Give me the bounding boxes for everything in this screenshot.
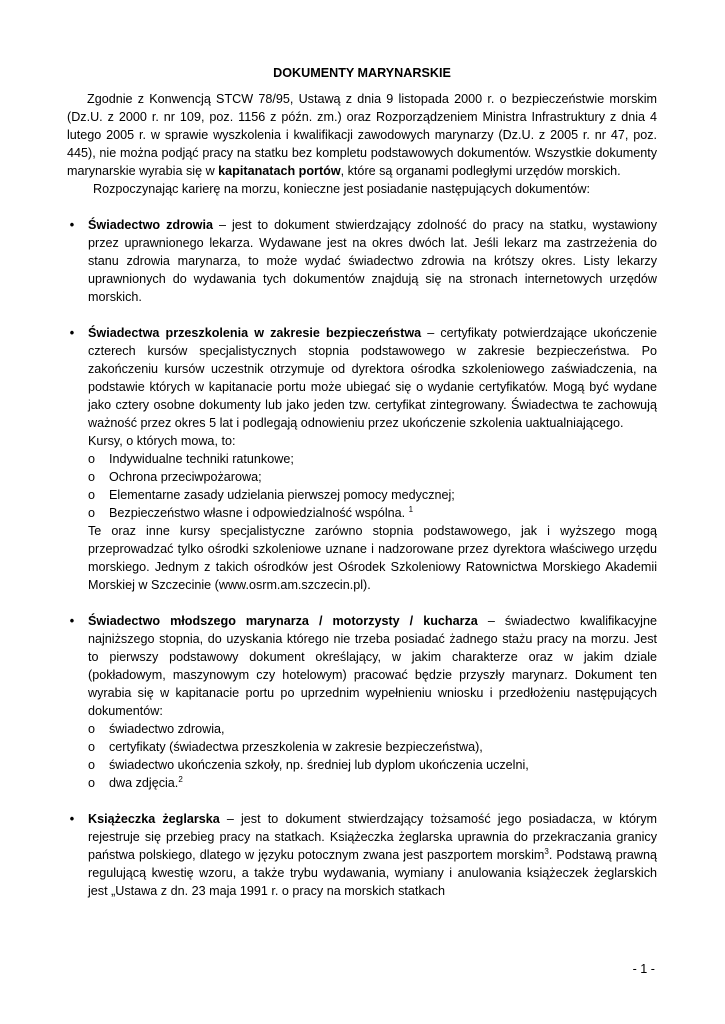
circle-bullet-icon: o: [88, 758, 96, 772]
list-item: o Indywidualne techniki ratunkowe;: [88, 452, 294, 466]
document-page: [67, 64, 657, 900]
courses-intro: Kursy, o których mowa, to:: [88, 434, 236, 448]
list-item-health-certificate: • Świadectwo zdrowia – jest to dokument stwierdzający zdolność do pracy na statku, wystawiony przez uprawnionego lekarza. Wydawane jest na okres dwóch lat. Jeśli lekarz ma zastrzeżenia do stanu zdrowia marynarza, to może wydać świadectwo zdrowia na krótszy okres. Listy lekarzy uprawnionych do wydawania tych dokumentów znajdują się na stronach internetowych urzędów morskich.: [67, 216, 657, 306]
circle-bullet-icon: o: [88, 488, 96, 502]
circle-bullet-icon: o: [88, 452, 96, 466]
list-item: o dwa zdjęcia.$^2$: [88, 775, 183, 790]
circle-bullet-icon: o: [88, 506, 96, 520]
term: Książeczka żeglarska: [88, 812, 220, 826]
emphasis-kapitanaty: kapitanatach portów: [218, 164, 341, 178]
circle-bullet-icon: o: [88, 722, 96, 736]
bullet-icon: •: [69, 812, 75, 826]
list-item: o świadectwo zdrowia,: [88, 722, 225, 736]
list-item: o Ochrona przeciwpożarowa;: [88, 470, 262, 484]
courses-after: Te oraz inne kursy specjalistyczne zarówno stopnia podstawowego, jak i wyższego mogą przeprowadzać tylko ośrodki szkoleniowe uznane i nadzorowane przez dyrektora właściwego urzędu morskiego. Jednym z takich ośrodków jest Ośrodek Szkoleniowy Ratownictwa Morskiego Akademii Morskiej w Szczecinie (www.osrm.am.szczecin.pl).: [88, 524, 657, 592]
intro-paragraph: Zgodnie z Konwencją STCW 78/95, Ustawą z dnia 9 listopada 2000 r. o bezpieczeństwie morskim (Dz.U. z 2000 r. nr 109, poz. 1156 z późn. zm.) oraz Rozporządzeniem Ministra Infrastruktury z dnia 4 lutego 2005 r. w sprawie wyszkolenia i kwalifikacji zawodowych marynarzy (Dz.U. z 2005 r. nr 47, poz. 445), nie można podjąć pracy na statku bez kompletu podstawowych dokumentów. Wszystkie dokumenty marynarskie wyrabia się w kapitanatach portów, które są organami podległymi urzędów morskich.: [67, 92, 657, 178]
term: Świadectwo zdrowia: [88, 218, 213, 232]
circle-bullet-icon: o: [88, 470, 96, 484]
footnote-ref[interactable]: 1: [408, 505, 414, 514]
term: Świadectwo młodszego marynarza / motorzysty / kucharza: [88, 614, 478, 628]
list-item: o Elementarne zasady udzielania pierwszej pomocy medycznej;: [88, 488, 455, 502]
circle-bullet-icon: o: [88, 740, 96, 754]
required-documents-list: [88, 720, 657, 792]
page-number: - 1 -: [632, 962, 655, 976]
list-item-seaman-book: • Książeczka żeglarska – jest to dokument stwierdzający tożsamość jego posiadacza, w którym rejestruje się przebieg pracy na statkach. Książeczka żeglarska uprawnia do przekraczania granicy państwa polskiego, dlatego w języku potocznym zwana jest paszportem morskim$^3$. Podstawą prawną regulującą kwestię wzoru, a także trybu wydawania, wymiany i anulowania książeczek żeglarskich jest „Ustawa z dn. 23 maja 1991 r. o pracy na morskich statkach: [67, 810, 657, 900]
list-item-safety-training: • Świadectwa przeszkolenia w zakresie bezpieczeństwa – certyfikaty potwierdzające ukończenie czterech kursów specjalistycznych stopnia podstawowego w zakresie bezpieczeństwa. Po zakończeniu kursów uczestnik otrzymuje od dyrektora ośrodka szkoleniowego zaświadczenia, na podstawie których w kapitanacie portu może ubiegać się o wydanie certyfikatów. Mogą być wydane jako cztery osobne dokumenty lub jako jeden tzw. certyfikat zintegrowany. Świadectwa te zachowują ważność przez okres 5 lat i podlegają odnowieniu przez ukończenie szkolenia uaktualniającego. Kursy, o których mowa, to: o Indywidualne techniki ratunkowe; o Ochrona przeciwpożarowa; o Elementarne zasady udzielania pierwszej pomocy medycznej; o Bezpieczeństwo własne i odpowiedzialność wspólna. $^1$ Te oraz inne kursy specjalistyczne zarówno stopnia podstawowego, jak i wyższego mogą przeprowadzać tylko ośrodki szkoleniowe uznane i nadzorowane przez dyrektora właściwego urzędu morskiego. Jednym z takich ośrodków jest Ośrodek Szkoleniowy Ratownictwa Morskiego Akademii Morskiej w Szczecinie (www.osrm.am.szczecin.pl).: [67, 324, 657, 594]
footnote-ref[interactable]: 2: [178, 775, 183, 784]
bullet-icon: •: [69, 614, 75, 628]
bullet-icon: •: [69, 326, 75, 340]
list-item: o Bezpieczeństwo własne i odpowiedzialność wspólna. $^1$: [88, 505, 414, 520]
list-item: o certyfikaty (świadectwa przeszkolenia w zakresie bezpieczeństwa),: [88, 740, 483, 754]
bullet-icon: •: [69, 218, 75, 232]
list-item-junior-seaman-certificate: • Świadectwo młodszego marynarza / motorzysty / kucharza – świadectwo kwalifikacyjne najniższego stopnia, do uzyskania którego nie trzeba posiadać żadnego stażu pracy na morzu. Jest to pierwszy podstawowy dokument określający, w jakim charakterze oraz w jakim dziale (pokładowym, maszynowym czy hotelowym) pracować będzie przyszły marynarz. Dokument ten wyrabia się w kapitanacie portu po uprzednim wypełnieniu wniosku i przedłożeniu następujących dokumentów: o świadectwo zdrowia, o certyfikaty (świadectwa przeszkolenia w zakresie bezpieczeństwa), o świadectwo ukończenia szkoły, np. średniej lub dyplom ukończenia uczelni, o dwa zdjęcia.$^2$: [67, 612, 657, 792]
footnote-ref[interactable]: 3: [544, 847, 549, 856]
page-title: DOKUMENTY MARYNARSKIE: [273, 66, 451, 80]
list-item: o świadectwo ukończenia szkoły, np. średniej lub dyplom ukończenia uczelni,: [88, 758, 529, 772]
courses-list: [88, 450, 657, 522]
circle-bullet-icon: o: [88, 776, 96, 790]
term: Świadectwa przeszkolenia w zakresie bezpieczeństwa: [88, 326, 422, 340]
intro-second-paragraph: Rozpoczynając karierę na morzu, konieczne jest posiadanie następujących dokumentów:: [93, 182, 591, 196]
